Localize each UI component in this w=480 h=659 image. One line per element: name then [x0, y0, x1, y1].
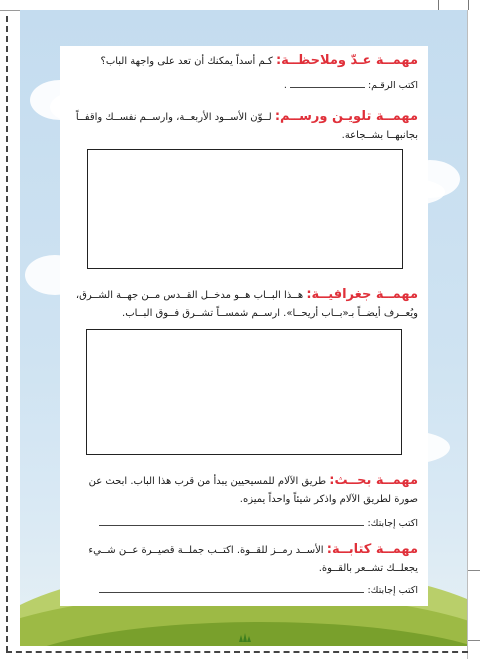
page-right-frame — [467, 10, 480, 659]
task-text: كـم أسداً يمكنك أن تعد على واجهة الباب؟ — [100, 56, 273, 67]
task-text: لــوّن الأســود الأربعــة، وارســم نفســك واقفــاً بجانبهــا بشــجاعة. — [75, 112, 418, 141]
answer-line[interactable] — [99, 515, 364, 526]
task-coloring — [68, 108, 418, 145]
task-heading: مهمــة جغرافيــة: — [306, 287, 418, 302]
frame-tick — [468, 640, 480, 641]
answer-label: اكتب إجابتك: — [367, 585, 418, 596]
cut-line-bottom — [6, 651, 468, 653]
task-writing — [68, 541, 418, 600]
cut-line-left — [6, 16, 8, 652]
task-heading: مهمــة كتابــة: — [326, 542, 418, 557]
task-geography — [68, 286, 418, 323]
drawing-box[interactable] — [86, 329, 402, 455]
frame-tick — [438, 0, 439, 10]
task-research — [68, 472, 418, 533]
task-text: هــذا البــاب هــو مدخــل القــدس مــن جهــة الشــرق، ويُعــرف أيضــاً بـ«بــاب أريحــا». ارســم شمســاً تشــرق فــوق البــاب. — [75, 290, 418, 319]
answer-end: . — [283, 80, 287, 91]
answer-line[interactable] — [99, 582, 364, 593]
task-counting — [68, 52, 418, 95]
task-heading: مهمــة تلويـن ورســم: — [274, 109, 418, 124]
worksheet-card — [60, 46, 428, 606]
grass-tuft-icon — [238, 632, 252, 642]
frame-tick — [468, 570, 480, 571]
task-text: طريق الآلام للمسيحيين يبدأ من قرب هذا الباب. ابحث عن صورة لطريق الآلام واذكر شيئاً واحداً يميزه. — [88, 476, 418, 505]
task-heading: مهمــة بحــث: — [329, 473, 418, 488]
drawing-box[interactable] — [87, 149, 403, 269]
answer-label: اكتب الرقـم: — [367, 80, 418, 91]
task-text: الأســد رمــز للقــوة. اكتــب جملــة قصيــرة عــن شــيء يجعلــك تشــعر بالقــوة. — [88, 545, 418, 574]
task-heading: مهمــة عـدّ وملاحظــة: — [275, 53, 418, 68]
frame-tick — [468, 0, 469, 10]
answer-label: اكتب إجابتك: — [367, 518, 418, 529]
answer-line[interactable] — [290, 77, 365, 88]
